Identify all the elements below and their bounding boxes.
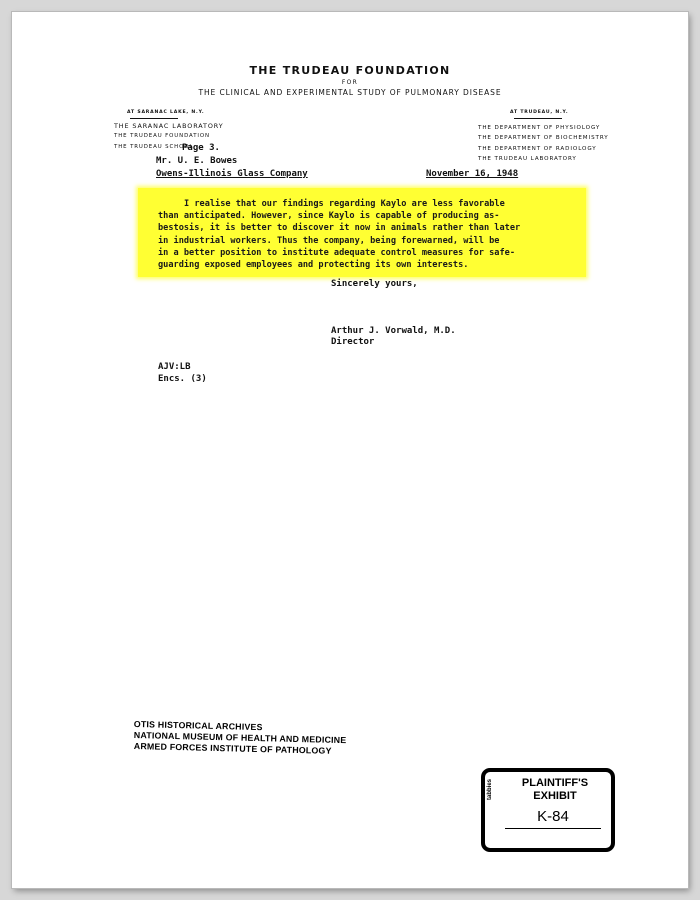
body-line: guarding exposed employees and protecting its own interests. [158, 260, 469, 271]
signer-name: Arthur J. Vorwald, M.D. [331, 326, 456, 336]
body-line: in industrial workers. Thus the company, being forewarned, will be [158, 235, 500, 246]
typist-initials: AJV:LB [158, 362, 191, 372]
body-line: than anticipated. However, since Kaylo is capable of producing as- [158, 211, 500, 222]
archive-stamp-line: OTIS HISTORICAL ARCHIVES [133, 719, 263, 733]
document-page [12, 12, 688, 888]
sticker-brand: tabbies [487, 778, 493, 800]
right-units [478, 123, 609, 165]
archive-stamp-line: ARMED FORCES INSTITUTE OF PATHOLOGY [133, 741, 332, 756]
exhibit-label-line2: EXHIBIT [533, 789, 577, 802]
right-unit-physiology: THE DEPARTMENT OF PHYSIOLOGY [478, 125, 601, 131]
left-rule [130, 118, 178, 119]
left-unit-school: THE TRUDEAU SCHOOL [114, 143, 194, 150]
recipient-name: Mr. U. E. Bowes [156, 156, 238, 166]
page-label: Page 3. [182, 143, 220, 153]
archive-stamp [133, 719, 347, 756]
archive-stamp-line: NATIONAL MUSEUM OF HEALTH AND MEDICINE [133, 730, 347, 746]
letterhead-subtitle: THE CLINICAL AND EXPERIMENTAL STUDY OF PULMONARY DISEASE [198, 88, 502, 97]
right-rule [514, 118, 562, 119]
exhibit-number-rule [505, 828, 601, 829]
right-location: AT TRUDEAU, N.Y. [510, 110, 569, 115]
body-line: I realise that our findings regarding Kaylo are less favorable [184, 199, 505, 209]
signer-title: Director [331, 337, 375, 347]
enclosures: Encs. (3) [158, 374, 207, 384]
letter-date: November 16, 1948 [426, 169, 519, 179]
left-unit-laboratory: THE SARANAC LABORATORY [114, 122, 224, 130]
left-location: AT SARANAC LAKE, N.Y. [127, 110, 205, 115]
right-unit-radiology: THE DEPARTMENT OF RADIOLOGY [478, 145, 597, 152]
body-line: bestosis, it is better to discover it now in animals rather than later [158, 223, 521, 234]
right-unit-biochemistry: THE DEPARTMENT OF BIOCHEMISTRY [478, 135, 609, 142]
exhibit-sticker [481, 768, 615, 852]
exhibit-number: K-84 [537, 808, 569, 825]
right-unit-trudeau-lab: THE TRUDEAU LABORATORY [478, 156, 577, 163]
exhibit-label [505, 777, 605, 802]
letter-body [158, 198, 568, 271]
closing: Sincerely yours, [331, 279, 418, 289]
exhibit-label-line1: PLAINTIFF'S [521, 777, 589, 789]
body-line: in a better position to institute adequate control measures for safe- [158, 247, 515, 258]
left-unit-foundation: THE TRUDEAU FOUNDATION [114, 133, 210, 140]
letterhead-title: THE TRUDEAU FOUNDATION [249, 64, 451, 77]
recipient-company: Owens-Illinois Glass Company [156, 169, 308, 179]
letterhead-for: FOR [341, 79, 359, 86]
